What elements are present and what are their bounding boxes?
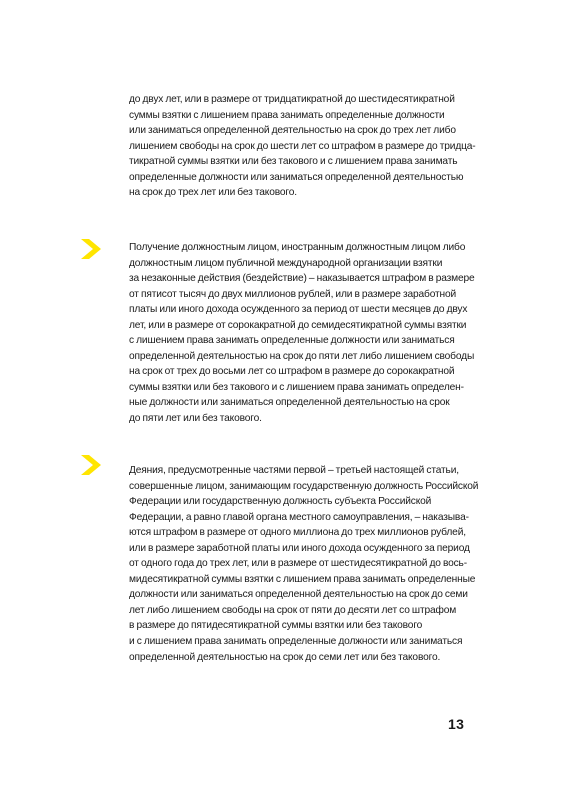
text-line: суммы взятки или без такового и с лишением права занимать определен- [129,381,464,393]
text-line: определенной деятельностью на срок до пяти лет либо лишением свободы [129,350,475,362]
text-line: лишением свободы на срок до шести лет со штрафом в размере до тридца- [129,140,476,152]
text-line: с лишением права занимать определенные должности или заниматься [129,335,455,347]
paragraph-bribe-illegal-actions [129,240,475,427]
text-line: на срок от трех до восьми лет со штрафом в размере до сорокакратной [129,366,455,378]
text-line: тикратной суммы взятки или без такового и с лишением права занимать [129,156,458,168]
text-line: ются штрафом в размере от одного миллиона до трех миллионов рублей, [129,527,466,539]
text-line: в размере до пятидесятикратной суммы взятки или без такового [129,620,423,632]
text-line: или в размере заработной платы или иного дохода осужденного за период [129,542,470,554]
text-line: от одного года до трех лет, или в размере от шестидесятикратной до вось- [129,558,467,570]
text-line: или заниматься определенной деятельностью на срок до трех лет либо [129,125,456,137]
page-number: 13 [448,716,465,732]
text-line: от пятисот тысяч до двух миллионов рублей, или в размере заработной [129,288,457,300]
text-line: определенные должности или заниматься определенной деятельностью [129,171,464,183]
text-line: лет либо лишением свободы на срок от пяти до десяти лет со штрафом [129,604,457,616]
text-line: до пяти лет или без такового. [129,413,262,425]
text-line: ные должности или заниматься определенной деятельностью на срок [129,397,450,409]
text-line: определенной деятельностью на срок до семи лет или без такового. [129,651,441,663]
text-line: суммы взятки с лишением права занимать определенные должности [129,109,445,121]
text-line: до двух лет, или в размере от тридцатикратной до шестидесятикратной [129,94,455,105]
text-line: должности или заниматься определенной деятельностью на срок до семи [129,589,468,601]
text-line: Федерации или государственную должность субъекта Российской [129,496,432,508]
text-line: Федерации, а равно главой органа местного самоуправления, – наказыва- [129,511,469,523]
text-line: Получение должностным лицом, иностранным должностным лицом либо [129,242,466,253]
text-line: на срок до трех лет или без такового. [129,187,297,199]
paragraph-continuation [129,92,476,201]
text-line: и с лишением права занимать определенные должности или заниматься [129,636,463,648]
text-line: совершенные лицом, занимающим государственную должность Российской [129,480,479,492]
text-line: Деяния, предусмотренные частями первой – третьей настоящей статьи, [129,465,459,476]
text-line: за незаконные действия (бездействие) – наказывается штрафом в размере [129,273,475,285]
text-line: платы или иного дохода осужденного за период от шести месяцев до двух [129,304,468,316]
text-line: должностным лицом публичной международной организации взятки [129,257,443,269]
chevron-right-icon [78,452,104,478]
text-line: мидесятикратной суммы взятки с лишением права занимать определенные [129,573,476,585]
chevron-right-icon [78,236,104,262]
text-line: лет, или в размере от сорокакратной до семидесятикратной суммы взятки [129,319,467,331]
paragraph-state-official-acts [129,463,479,665]
